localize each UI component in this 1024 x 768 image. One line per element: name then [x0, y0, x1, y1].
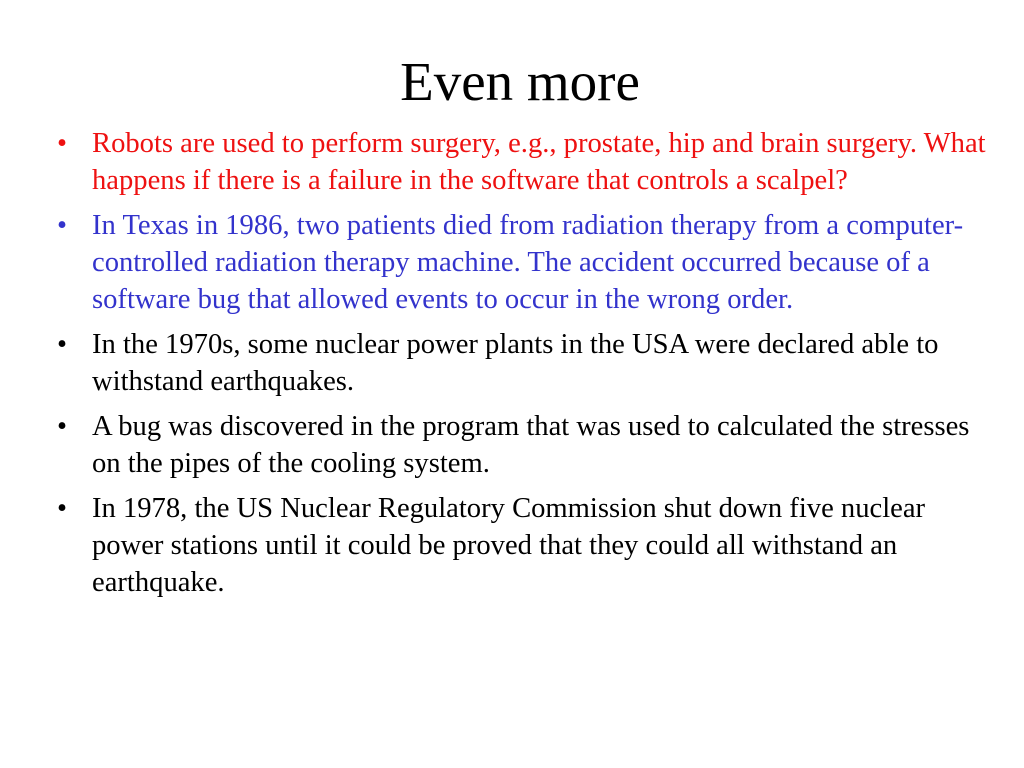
bullet-item-shutdown-1978: [53, 490, 998, 601]
bullet-text: In Texas in 1986, two patients died from radiation therapy from a computer-controlled radiation therapy machine. The accident occurred because of a software bug that allowed events to occur in the wrong order.: [92, 210, 964, 315]
bullet-list: [53, 125, 998, 601]
bullet-icon: •: [57, 210, 68, 241]
bullet-icon: •: [57, 493, 68, 524]
bullet-text: In the 1970s, some nuclear power plants in the USA were declared able to withstand earthquakes.: [92, 329, 939, 397]
bullet-text: In 1978, the US Nuclear Regulatory Commission shut down five nuclear power stations until it could be proved that they could all withstand an earthquake.: [92, 493, 926, 598]
bullet-icon: •: [57, 128, 68, 159]
bullet-text: Robots are used to perform surgery, e.g., prostate, hip and brain surgery. What happens if there is a failure in the software that controls a scalpel?: [92, 128, 986, 196]
bullet-icon: •: [57, 411, 68, 442]
bullet-icon: •: [57, 329, 68, 360]
bullet-item-bug-discovered: [53, 408, 998, 482]
bullet-item-nuclear-plants: [53, 326, 998, 400]
bullet-text: A bug was discovered in the program that was used to calculated the stresses on the pipes of the cooling system.: [92, 411, 970, 479]
bullet-item-texas-radiation: [53, 207, 998, 318]
bullet-item-robot-surgery: [53, 125, 998, 199]
slide-title: Even more: [400, 51, 640, 112]
